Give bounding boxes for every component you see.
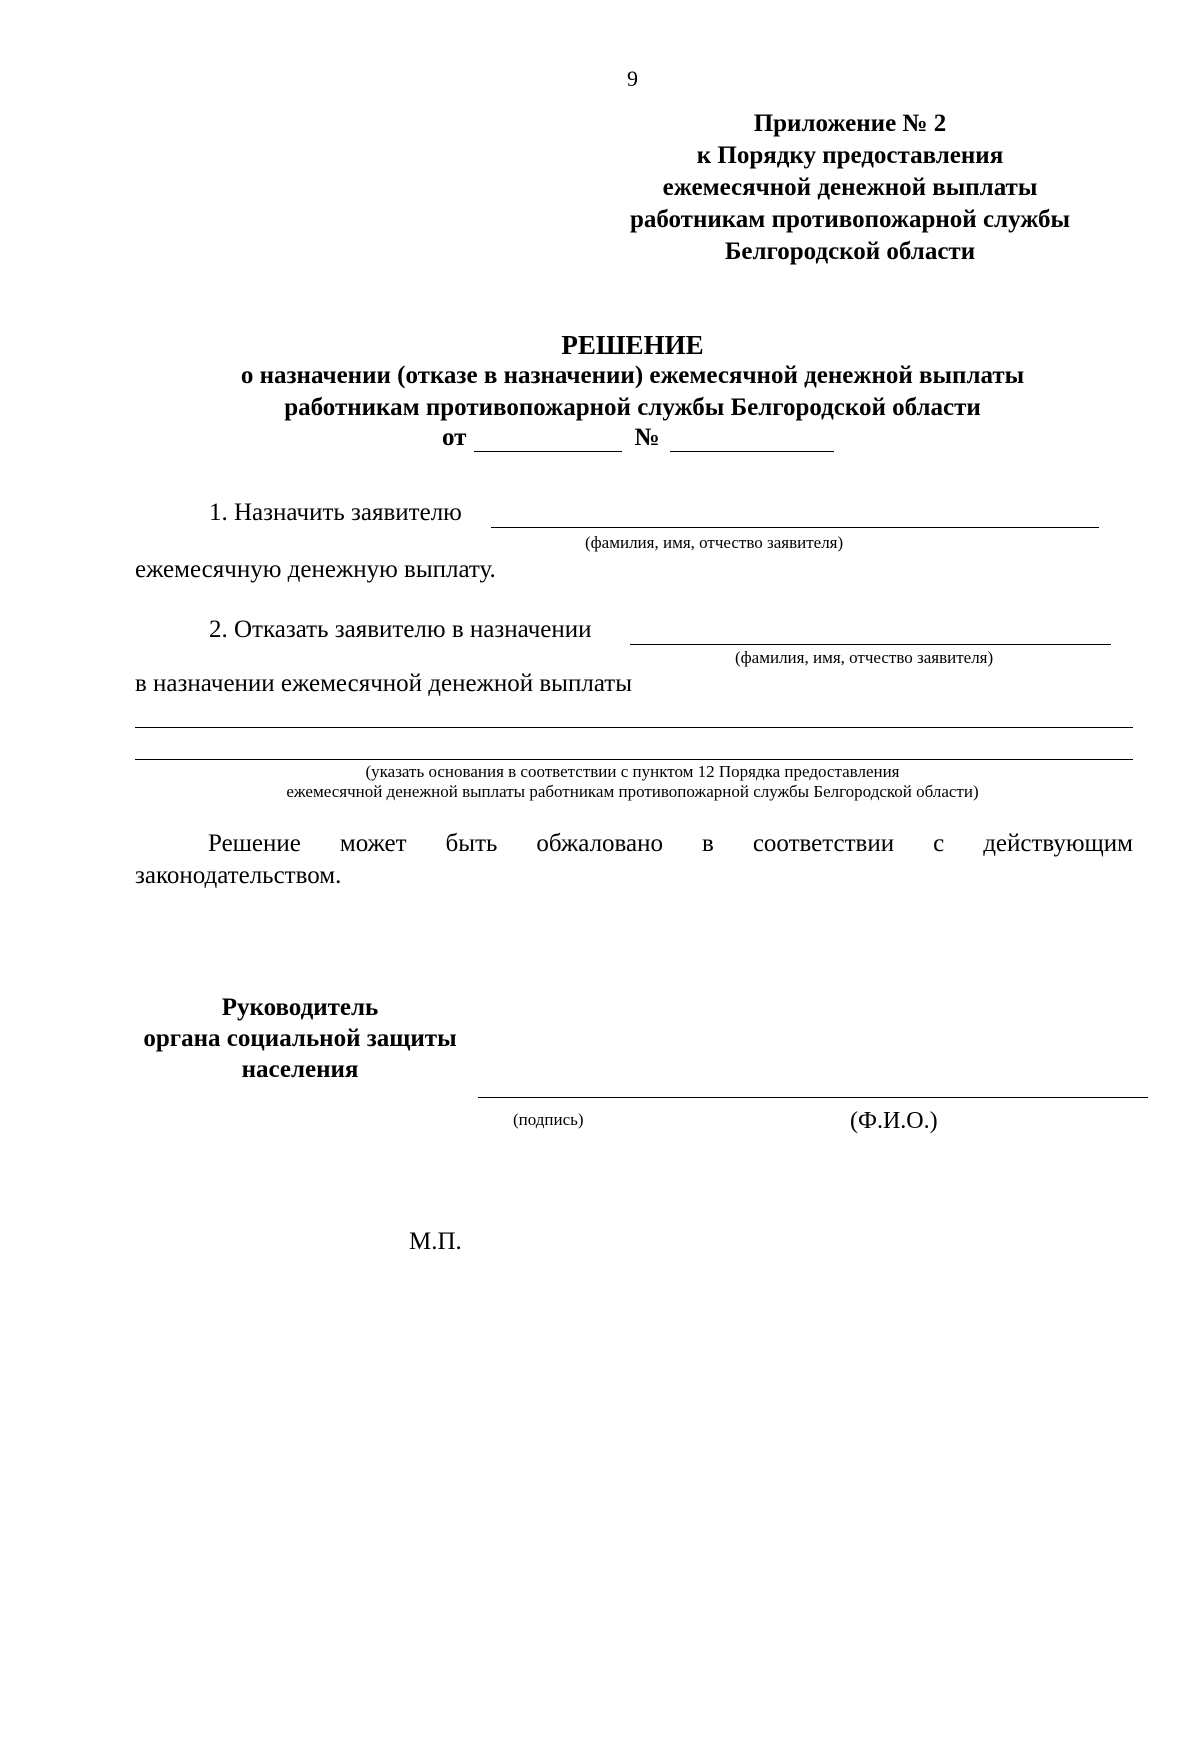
item2-caption: (фамилия, имя, отчество заявителя): [735, 648, 994, 667]
appendix-header: [610, 108, 1090, 268]
date-blank-field[interactable]: [474, 427, 622, 452]
decision-title: РЕШЕНИЕ: [561, 330, 704, 360]
appendix-line: к Порядку предоставления: [696, 142, 1004, 169]
appeal-word: в: [702, 830, 714, 857]
signature-blank-line[interactable]: [478, 1097, 1148, 1098]
decision-subtitle: [0, 360, 1200, 424]
item1-text: 1. Назначить заявителю: [209, 499, 462, 526]
item2-continuation: в назначении ежемесячной денежной выплаты: [135, 670, 632, 697]
item1-name-blank-field[interactable]: [491, 527, 1099, 528]
decision-subtitle-line: о назначении (отказе в назначении) ежемесячной денежной выплаты: [240, 362, 1025, 389]
appeal-word: Решение: [208, 830, 301, 857]
appeal-word: может: [339, 830, 407, 857]
appendix-line: Приложение № 2: [753, 110, 947, 137]
number-label: №: [634, 424, 660, 451]
reason-caption-line: (указать основания в соответствии с пунктом 12 Порядка предоставления: [365, 762, 900, 781]
signature-title-line: органа социальной защиты: [143, 1025, 457, 1052]
appeal-paragraph-line-1: [135, 830, 1133, 858]
page-number: 9: [627, 66, 638, 91]
appeal-word: действующим: [983, 830, 1133, 857]
appendix-line: работникам противопожарной службы: [629, 206, 1071, 233]
appeal-word: обжаловано: [536, 830, 664, 857]
signature-title: [120, 992, 480, 1085]
signature-caption: (подпись): [513, 1110, 584, 1129]
appeal-word: соответствии: [752, 830, 895, 857]
item2-text: 2. Отказать заявителю в назначении: [209, 616, 592, 643]
appendix-line: ежемесячной денежной выплаты: [662, 174, 1038, 201]
signature-title-line: населения: [241, 1056, 359, 1083]
reason-caption: [0, 762, 1200, 802]
reason-caption-line: ежемесячной денежной выплаты работникам противопожарной службы Белгородской области): [286, 782, 979, 801]
appeal-word: быть: [445, 830, 498, 857]
item1-caption: (фамилия, имя, отчество заявителя): [585, 533, 844, 552]
appeal-paragraph-line-2: законодательством.: [135, 862, 342, 889]
item2-name-blank-field[interactable]: [630, 644, 1111, 645]
stamp-place: М.П.: [409, 1228, 462, 1255]
decision-subtitle-line: работникам противопожарной службы Белгородской области: [284, 394, 981, 421]
decision-date-number-line: [442, 424, 834, 452]
date-label: от: [442, 424, 467, 451]
reason-blank-line-1[interactable]: [135, 727, 1133, 728]
name-caption: (Ф.И.О.): [850, 1108, 938, 1134]
item1-continuation: ежемесячную денежную выплату.: [135, 556, 496, 583]
appendix-line: Белгородской области: [724, 238, 976, 265]
appeal-word: с: [933, 830, 945, 857]
signature-title-line: Руководитель: [221, 994, 379, 1021]
number-blank-field[interactable]: [670, 427, 834, 452]
reason-blank-line-2[interactable]: [135, 759, 1133, 760]
